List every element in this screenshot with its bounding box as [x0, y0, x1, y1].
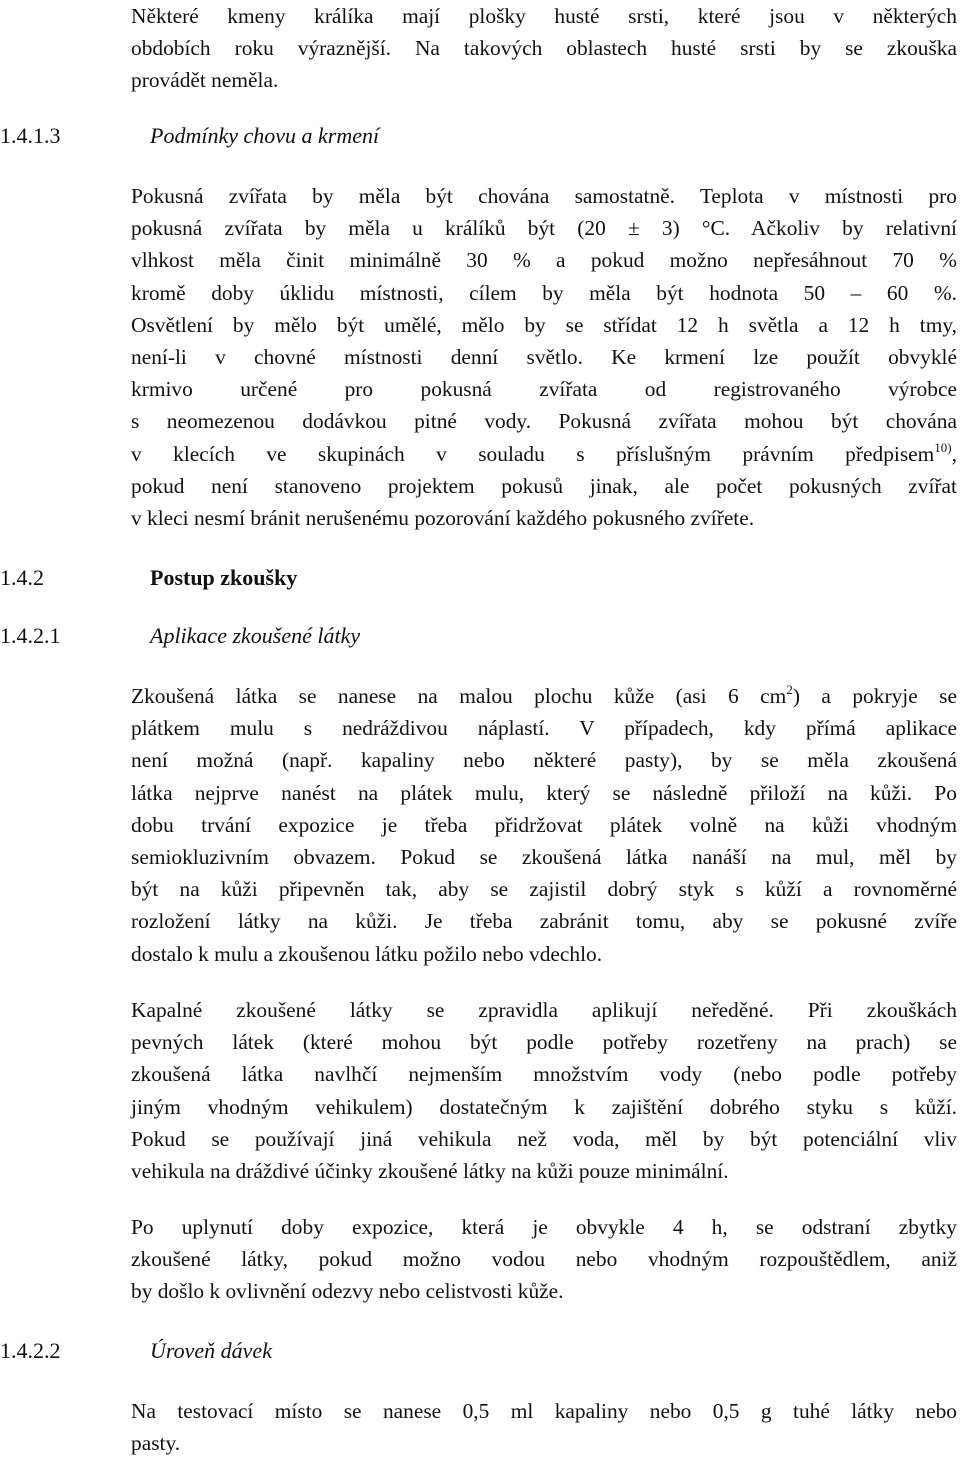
- section-title: Postup zkoušky: [150, 565, 298, 590]
- text-line: pevných látek (které mohou být podle potřeby rozetřeny na prach) se: [131, 1030, 957, 1055]
- text-line: Po uplynutí doby expozice, která je obvykle 4 h, se odstraní zbytky: [131, 1215, 957, 1239]
- application-paragraph-2: [131, 994, 957, 1187]
- text-line: být na kůži připevněn tak, aby se zajistil dobrý styk s kůží a rovnoměrné: [131, 877, 957, 902]
- text-line: semiokluzivním obvazem. Pokud se zkoušená látka nanáší na mul, měl by: [131, 845, 957, 870]
- text-line: rozložení látky na kůži. Je třeba zabránit tomu, aby se pokusné zvíře: [131, 909, 957, 934]
- footnote-reference: 10): [934, 439, 952, 455]
- text-line-with-superscript: [131, 680, 957, 712]
- text-line: plátkem mulu s nedráždivou náplastí. V případech, kdy přímá aplikace: [131, 716, 957, 741]
- text-line: provádět neměla.: [131, 68, 279, 93]
- text-line-with-footnote: [131, 438, 957, 470]
- text-line: Na testovací místo se nanese 0,5 ml kapaliny nebo 0,5 g tuhé látky nebo: [131, 1399, 957, 1423]
- text-line: v kleci nesmí bránit nerušenému pozorování každého pokusného zvířete.: [131, 506, 755, 531]
- text-line: dostalo k mulu a zkoušenou látku požilo nebo vdechlo.: [131, 941, 603, 966]
- text-line: Pokud se používají jiná vehikula než voda, měl by být potenciální vliv: [131, 1126, 957, 1151]
- text-line: krmivo určené pro pokusná zvířata od registrovaného výrobce: [131, 377, 957, 402]
- text-line: s neomezenou dodávkou pitné vody. Pokusná zvířata mohou být chována: [131, 409, 957, 434]
- housing-feeding-paragraph: [131, 180, 957, 534]
- text-fragment: Zkoušená látka se nanese na malou plochu kůže (asi 6 cm: [131, 684, 787, 708]
- text-line: by došlo k ovlivnění odezvy nebo celistvosti kůže.: [131, 1279, 564, 1304]
- text-line: kromě doby úklidu místnosti, cílem by měla být hodnota 50 – 60 %.: [131, 280, 957, 305]
- section-heading-1-4-2: [0, 560, 960, 596]
- application-paragraph-1: [131, 680, 957, 970]
- application-paragraph-3: [131, 1211, 957, 1308]
- text-line: není-li v chovné místnosti denní světlo. Ke krmení lze použít obvyklé: [131, 345, 957, 370]
- text-line: dobu trvání expozice je třeba přidržovat plátek volně na kůži vhodným: [131, 812, 957, 837]
- section-number: 1.4.2.1: [0, 623, 61, 648]
- text-line: Kapalné zkoušené látky se zpravidla aplikují neředěné. Při zkouškách: [131, 998, 957, 1022]
- text-line: zkoušené látky, pokud možno vodou nebo vhodným rozpouštědlem, aniž: [131, 1247, 957, 1272]
- text-line: zkoušená látka navlhčí nejmenším množstvím vody (nebo podle potřeby: [131, 1062, 957, 1087]
- text-line: jiným vhodným vehikulem) dostatečným k zajištění dobrého styku s kůží.: [131, 1094, 957, 1119]
- text-fragment: ,: [951, 441, 957, 466]
- text-line: Pokusná zvířata by měla být chována samostatně. Teplota v místnosti pro: [131, 184, 957, 208]
- section-heading-1-4-2-2: [0, 1333, 960, 1369]
- text-line: vehikula na dráždivé účinky zkoušené látky na kůži pouze minimální.: [131, 1159, 729, 1184]
- text-fragment: ) a pokryje se: [792, 684, 957, 708]
- text-line: vlhkost měla činit minimálně 30 % a pokud možno nepřesáhnout 70 %: [131, 248, 957, 273]
- section-heading-1-4-1-3: [0, 118, 960, 154]
- section-title: Podmínky chovu a krmení: [150, 123, 380, 148]
- text-line: pokusná zvířata by měla u králíků být (20 ± 3) °C. Ačkoliv by relativní: [131, 216, 957, 241]
- text-line: obdobích roku výraznější. Na takových oblastech husté srsti by se zkouška: [131, 36, 957, 61]
- text-line: látka nejprve nanést na plátek mulu, který se následně přiloží na kůži. Po: [131, 780, 957, 805]
- section-heading-1-4-2-1: [0, 618, 960, 654]
- text-line: pokud není stanoveno projektem pokusů jinak, ale počet pokusných zvířat: [131, 473, 957, 498]
- section-title: Aplikace zkoušené látky: [150, 623, 361, 648]
- text-line: Osvětlení by mělo být umělé, mělo by se střídat 12 h světla a 12 h tmy,: [131, 312, 957, 337]
- text-fragment: v klecích ve skupinách v souladu s příslušným právním předpisem: [131, 441, 935, 466]
- intro-paragraph: [131, 0, 957, 97]
- text-line: není možná (např. kapaliny nebo některé pasty), by se měla zkoušená: [131, 748, 957, 773]
- section-title: Úroveň dávek: [150, 1338, 272, 1363]
- text-line: Některé kmeny králíka mají plošky husté srsti, které jsou v některých: [131, 4, 957, 28]
- section-number: 1.4.2.2: [0, 1338, 61, 1363]
- text-line: pasty.: [131, 1431, 181, 1456]
- dose-level-paragraph: [131, 1395, 957, 1459]
- superscript: 2: [786, 682, 793, 697]
- section-number: 1.4.2: [0, 565, 44, 590]
- section-number: 1.4.1.3: [0, 123, 61, 148]
